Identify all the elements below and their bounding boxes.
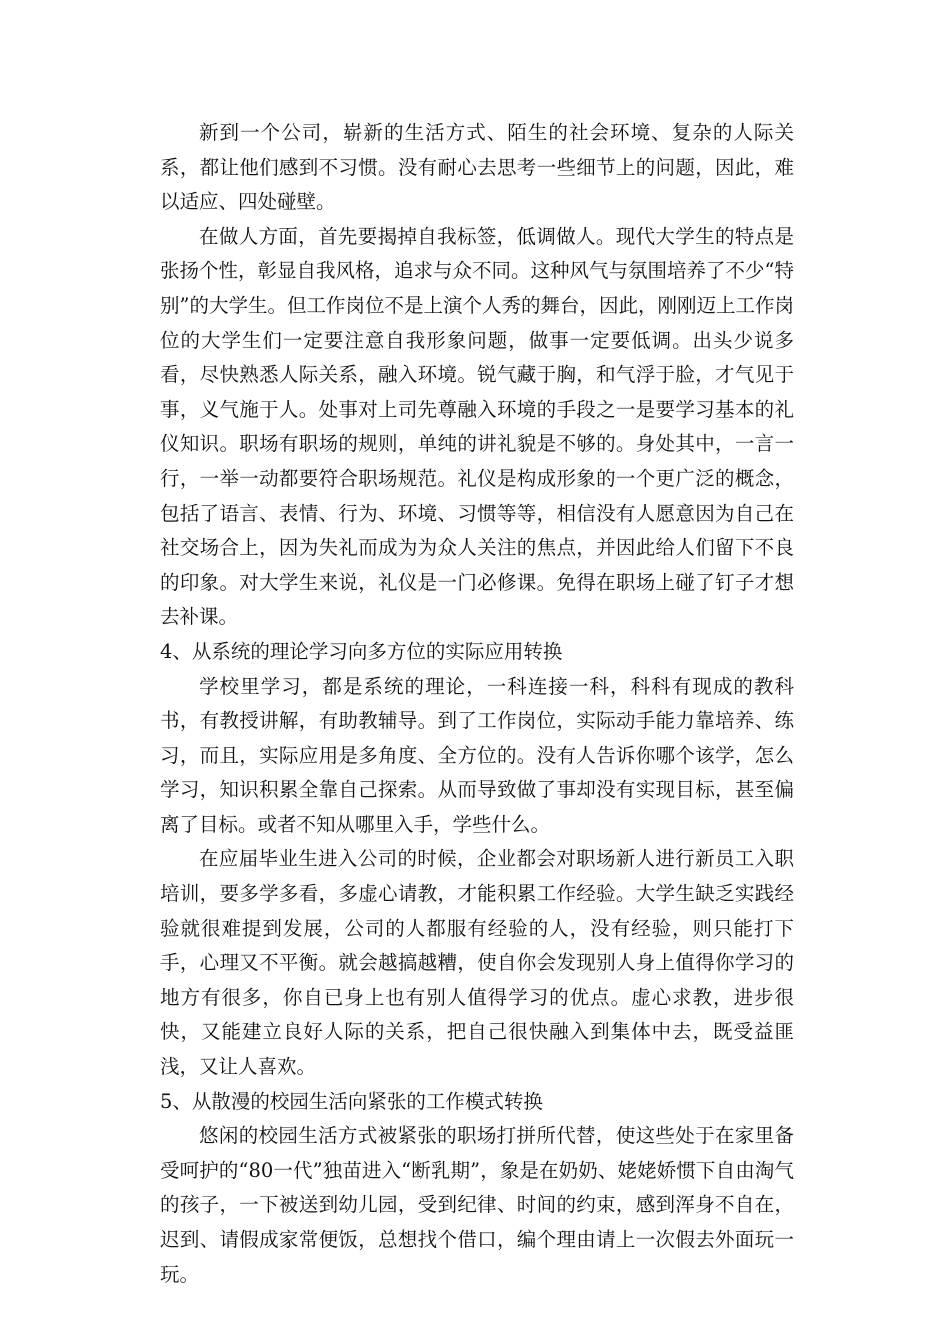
- paragraph: 在做人方面，首先要揭掉自我标签，低调做人。现代大学生的特点是张扬个性，彰显自我风格，追求与众不同。这种风气与氛围培养了不少“特别”的大学生。但工作岗位不是上演个人秀的舞台，因此，刚刚迈上工作岗位的大学生们一定要注意自我形象问题，做事一定要低调。出头少说多看，尽快熟悉人际关系，融入环境。锐气藏于胸，和气浮于脸，才气见于事，义气施于人。处事对上司先尊融入环境的手段之一是要学习基本的礼仪知识。职场有职场的规则，单纯的讲礼貌是不够的。身处其中，一言一行，一举一动都要符合职场规范。礼仪是构成形象的一个更广泛的概念，包括了语言、表情、行为、环境、习惯等等，相信没有人愿意因为自己在社交场合上，因为失礼而成为为众人关注的焦点，并因此给人们留下不良的印象。对大学生来说，礼仪是一门必修课。免得在职场上碰了钉子才想去补课。: [160, 224, 794, 629]
- paragraph: 悠闲的校园生活方式被紧张的职场打拼所代替，使这些处于在家里备受呵护的“80一代”独苗进入“断乳期”，象是在奶奶、姥姥娇惯下自由淘气的孩子，一下被送到幼儿园，受到纪律、时间的约束，感到浑身不自在，迟到、请假成家常便饭，总想找个借口，编个理由请上一次假去外面玩一玩。: [160, 1124, 794, 1286]
- section-heading: 4、从系统的理论学习向多方位的实际应用转换: [160, 639, 563, 663]
- paragraph: 在应届毕业生进入公司的时候，企业都会对职场新人进行新员工入职培训，要多学多看，多虚心请教，才能积累工作经验。大学生缺乏实践经验就很难提到发展，公司的人都服有经验的人，没有经验，则只能打下手，心理又不平衡。就会越搞越糟，使自你会发现别人身上值得你学习的地方有很多，你自已身上也有别人值得学习的优点。虚心求教，进步很快，又能建立良好人际的关系，把自己很快融入到集体中去，既受益匪浅，又让人喜欢。: [160, 847, 794, 1079]
- paragraph: 学校里学习，都是系统的理论，一科连接一科，科科有现成的教科书，有教授讲解，有助教辅导。到了工作岗位，实际动手能力靠培养、练习，而且，实际应用是多角度、全方位的。没有人告诉你哪个该学，怎么学习，知识积累全靠自己探索。从而导致做了事却没有实现目标，甚至偏离了目标。或者不知从哪里入手，学些什么。: [160, 674, 794, 836]
- section-heading: 5、从散漫的校园生活向紧张的工作模式转换: [160, 1089, 543, 1113]
- paragraph: 新到一个公司，崭新的生活方式、陌生的社会环境、复杂的人际关系，都让他们感到不习惯。没有耐心去思考一些细节上的问题，因此，难以适应、四处碰壁。: [160, 121, 794, 214]
- document-body: [160, 116, 794, 1292]
